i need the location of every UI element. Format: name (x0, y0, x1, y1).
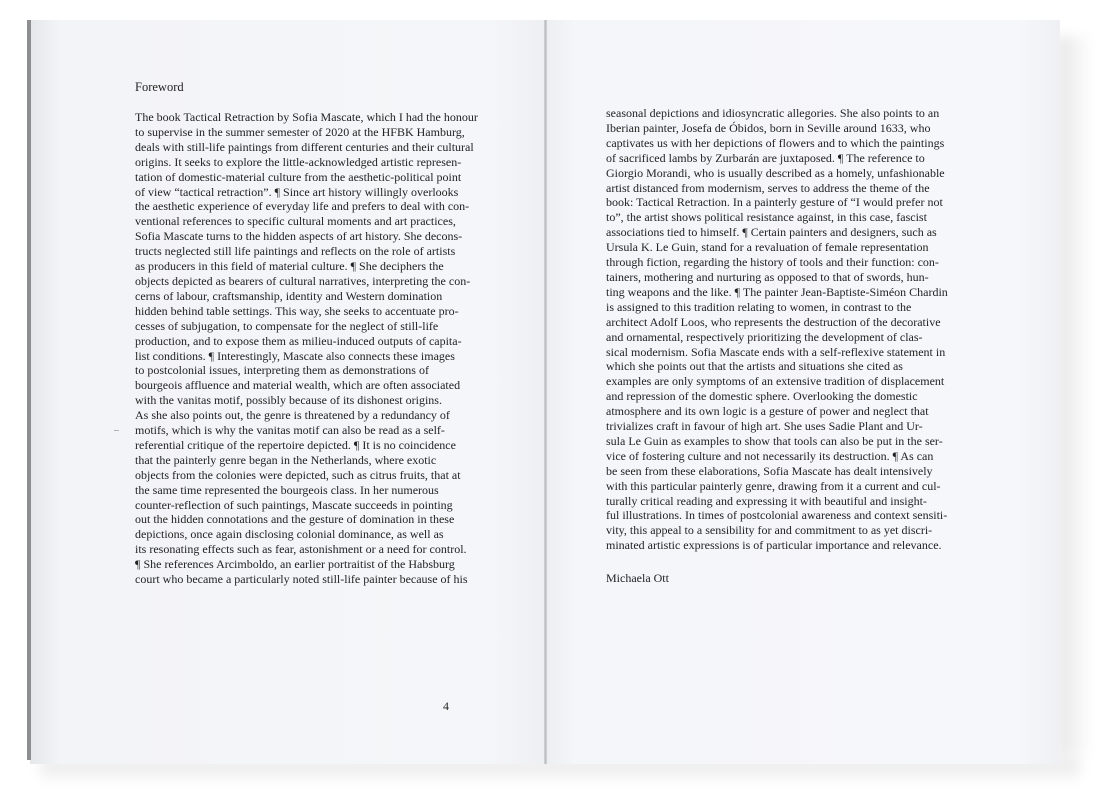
margin-mark (114, 430, 119, 431)
text-line: The book Tactical Retraction by Sofia Mascate, which I had the honour (135, 110, 478, 124)
text-line: Giorgio Morandi, who is usually described as a homely, unfashionable (606, 165, 945, 180)
text-line: that the painterly genre began in the Netherlands, where exotic (135, 452, 437, 467)
text-line: of sacrificed lambs by Zurbarán are juxtaposed. ¶ The reference to (606, 150, 925, 165)
text-line: hidden behind table settings. This way, she seeks to accentuate pro- (135, 303, 459, 318)
foreword-heading: Foreword (135, 80, 184, 94)
text-line: to supervise in the summer semester of 2020 at the HFBK Hamburg, (135, 124, 465, 139)
text-line: counter-reflection of such paintings, Mascate succeeds in pointing (135, 497, 453, 512)
text-line: to postcolonial issues, interpreting them as demonstrations of (135, 363, 429, 378)
text-line: Ursula K. Le Guin, stand for a revaluation of female representation (606, 240, 929, 255)
text-line: through fiction, regarding the history of tools and their function: con- (606, 255, 939, 270)
text-line: motifs, which is why the vanitas motif can also be read as a self- (135, 423, 445, 438)
text-line: deals with still-life paintings from different centuries and their cultural (135, 139, 474, 154)
text-line: bourgeois affluence and material wealth, which are often associated (135, 378, 461, 393)
author-signature: Michaela Ott (606, 571, 669, 585)
text-line: its resonating effects such as fear, astonishment or a need for control. (135, 542, 467, 557)
text-line: and repression of the domestic sphere. Overlooking the domestic (606, 389, 918, 404)
text-line: is assigned to this tradition relating to women, in contrast to the (606, 299, 912, 314)
text-line: cesses of subjugation, to compensate for the neglect of still-life (135, 318, 439, 333)
text-line: trivializes craft in favour of high art. She uses Sadie Plant and Ur- (606, 419, 923, 434)
text-line: turally critical reading and expressing it with beautiful and insight- (606, 493, 927, 508)
text-line: and ornamental, respectively prioritizing the development of clas- (606, 329, 923, 344)
text-line: with this particular painterly genre, drawing from it a current and cul- (606, 478, 941, 493)
text-line: tructs neglected still life paintings and reflects on the role of artists (135, 244, 456, 259)
text-line: architect Adolf Loos, who represents the destruction of the decorative (606, 314, 941, 329)
text-line: captivates us with her depictions of flowers and to which the paintings (606, 135, 945, 150)
text-line: cerns of labour, craftsmanship, identity and Western domination (135, 288, 443, 303)
text-line: artist distanced from modernism, serves to address the theme of the (606, 180, 930, 195)
text-line: be seen from these elaborations, Sofia Mascate has dealt intensively (606, 463, 933, 478)
text-line: as producers in this field of material culture. ¶ She deciphers the (135, 259, 444, 274)
book-gutter (544, 20, 547, 764)
text-line: associations tied to himself. ¶ Certain painters and designers, such as (606, 225, 937, 240)
text-line: ¶ She references Arcimboldo, an earlier portraitist of the Habsburg (135, 557, 455, 572)
page-number: 4 (443, 699, 449, 713)
text-line: sical modernism. Sofia Mascate ends with a self-reflexive statement in (606, 344, 946, 359)
text-line: origins. It seeks to explore the little-acknowledged artistic represen- (135, 154, 462, 169)
text-line: vice of fostering culture and not necessarily its destruction. ¶ As can (606, 448, 934, 463)
text-line: production, and to expose them as milieu-induced outputs of capita- (135, 333, 462, 348)
text-line: which she points out that the artists and situations she cited as (606, 359, 903, 374)
text-line: list conditions. ¶ Interestingly, Mascate also connects these images (135, 348, 455, 363)
text-line: As she also points out, the genre is threatened by a redundancy of (135, 408, 450, 423)
text-line: vity, this appeal to a sensibility for and commitment to as yet discri- (606, 523, 933, 538)
text-line: tation of domestic-material culture from the aesthetic-political point (135, 169, 462, 184)
text-line: examples are only symptoms of an extensive tradition of displacement (606, 374, 945, 389)
text-line: atmosphere and its own logic is a gesture of power and neglect that (606, 404, 929, 419)
text-line: minated artistic expressions is of particular importance and relevance. (606, 538, 942, 553)
text-line: the same time represented the bourgeois class. In her numerous (135, 482, 439, 497)
text-line: book: Tactical Retraction. In a painterly gesture of “I would prefer not (606, 195, 943, 210)
text-line: to”, the artist shows political resistance against, in this case, fascist (606, 210, 927, 225)
right-page-body (606, 106, 966, 553)
text-line: court who became a particularly noted still-life painter because of his (135, 572, 468, 587)
text-line: ful illustrations. In times of postcolonial awareness and context sensiti- (606, 508, 948, 523)
text-line: out the hidden connotations and the gesture of domination in these (135, 512, 455, 527)
text-line: ventional references to specific cultural moments and art practices, (135, 214, 456, 229)
text-line: seasonal depictions and idiosyncratic allegories. She also points to an (606, 106, 940, 120)
text-line: objects from the colonies were depicted, such as citrus fruits, that at (135, 467, 461, 482)
text-line: the aesthetic experience of everyday life and prefers to deal with con- (135, 199, 470, 214)
text-line: sula Le Guin as examples to show that tools can also be put in the ser- (606, 433, 943, 448)
text-line: with the vanitas motif, possibly because of its dishonest origins. (135, 393, 442, 408)
text-line: Sofia Mascate turns to the hidden aspects of art history. She decons- (135, 229, 463, 244)
book-shadow-right (1056, 36, 1092, 756)
text-line: objects depicted as bearers of cultural narratives, interpreting the con- (135, 273, 471, 288)
text-line: referential critique of the repertoire depicted. ¶ It is no coincidence (135, 437, 456, 452)
text-line: of view “tactical retraction”. ¶ Since art history willingly overlooks (135, 184, 459, 199)
text-line: tainers, mothering and nurturing as opposed to that of swords, hun- (606, 269, 929, 284)
text-line: ting weapons and the like. ¶ The painter Jean-Baptiste-Siméon Chardin (606, 284, 948, 299)
text-line: Iberian painter, Josefa de Óbidos, born in Seville around 1633, who (606, 120, 931, 135)
left-page-body (135, 110, 495, 587)
text-line: depictions, once again disclosing colonial dominance, as well as (135, 527, 444, 542)
